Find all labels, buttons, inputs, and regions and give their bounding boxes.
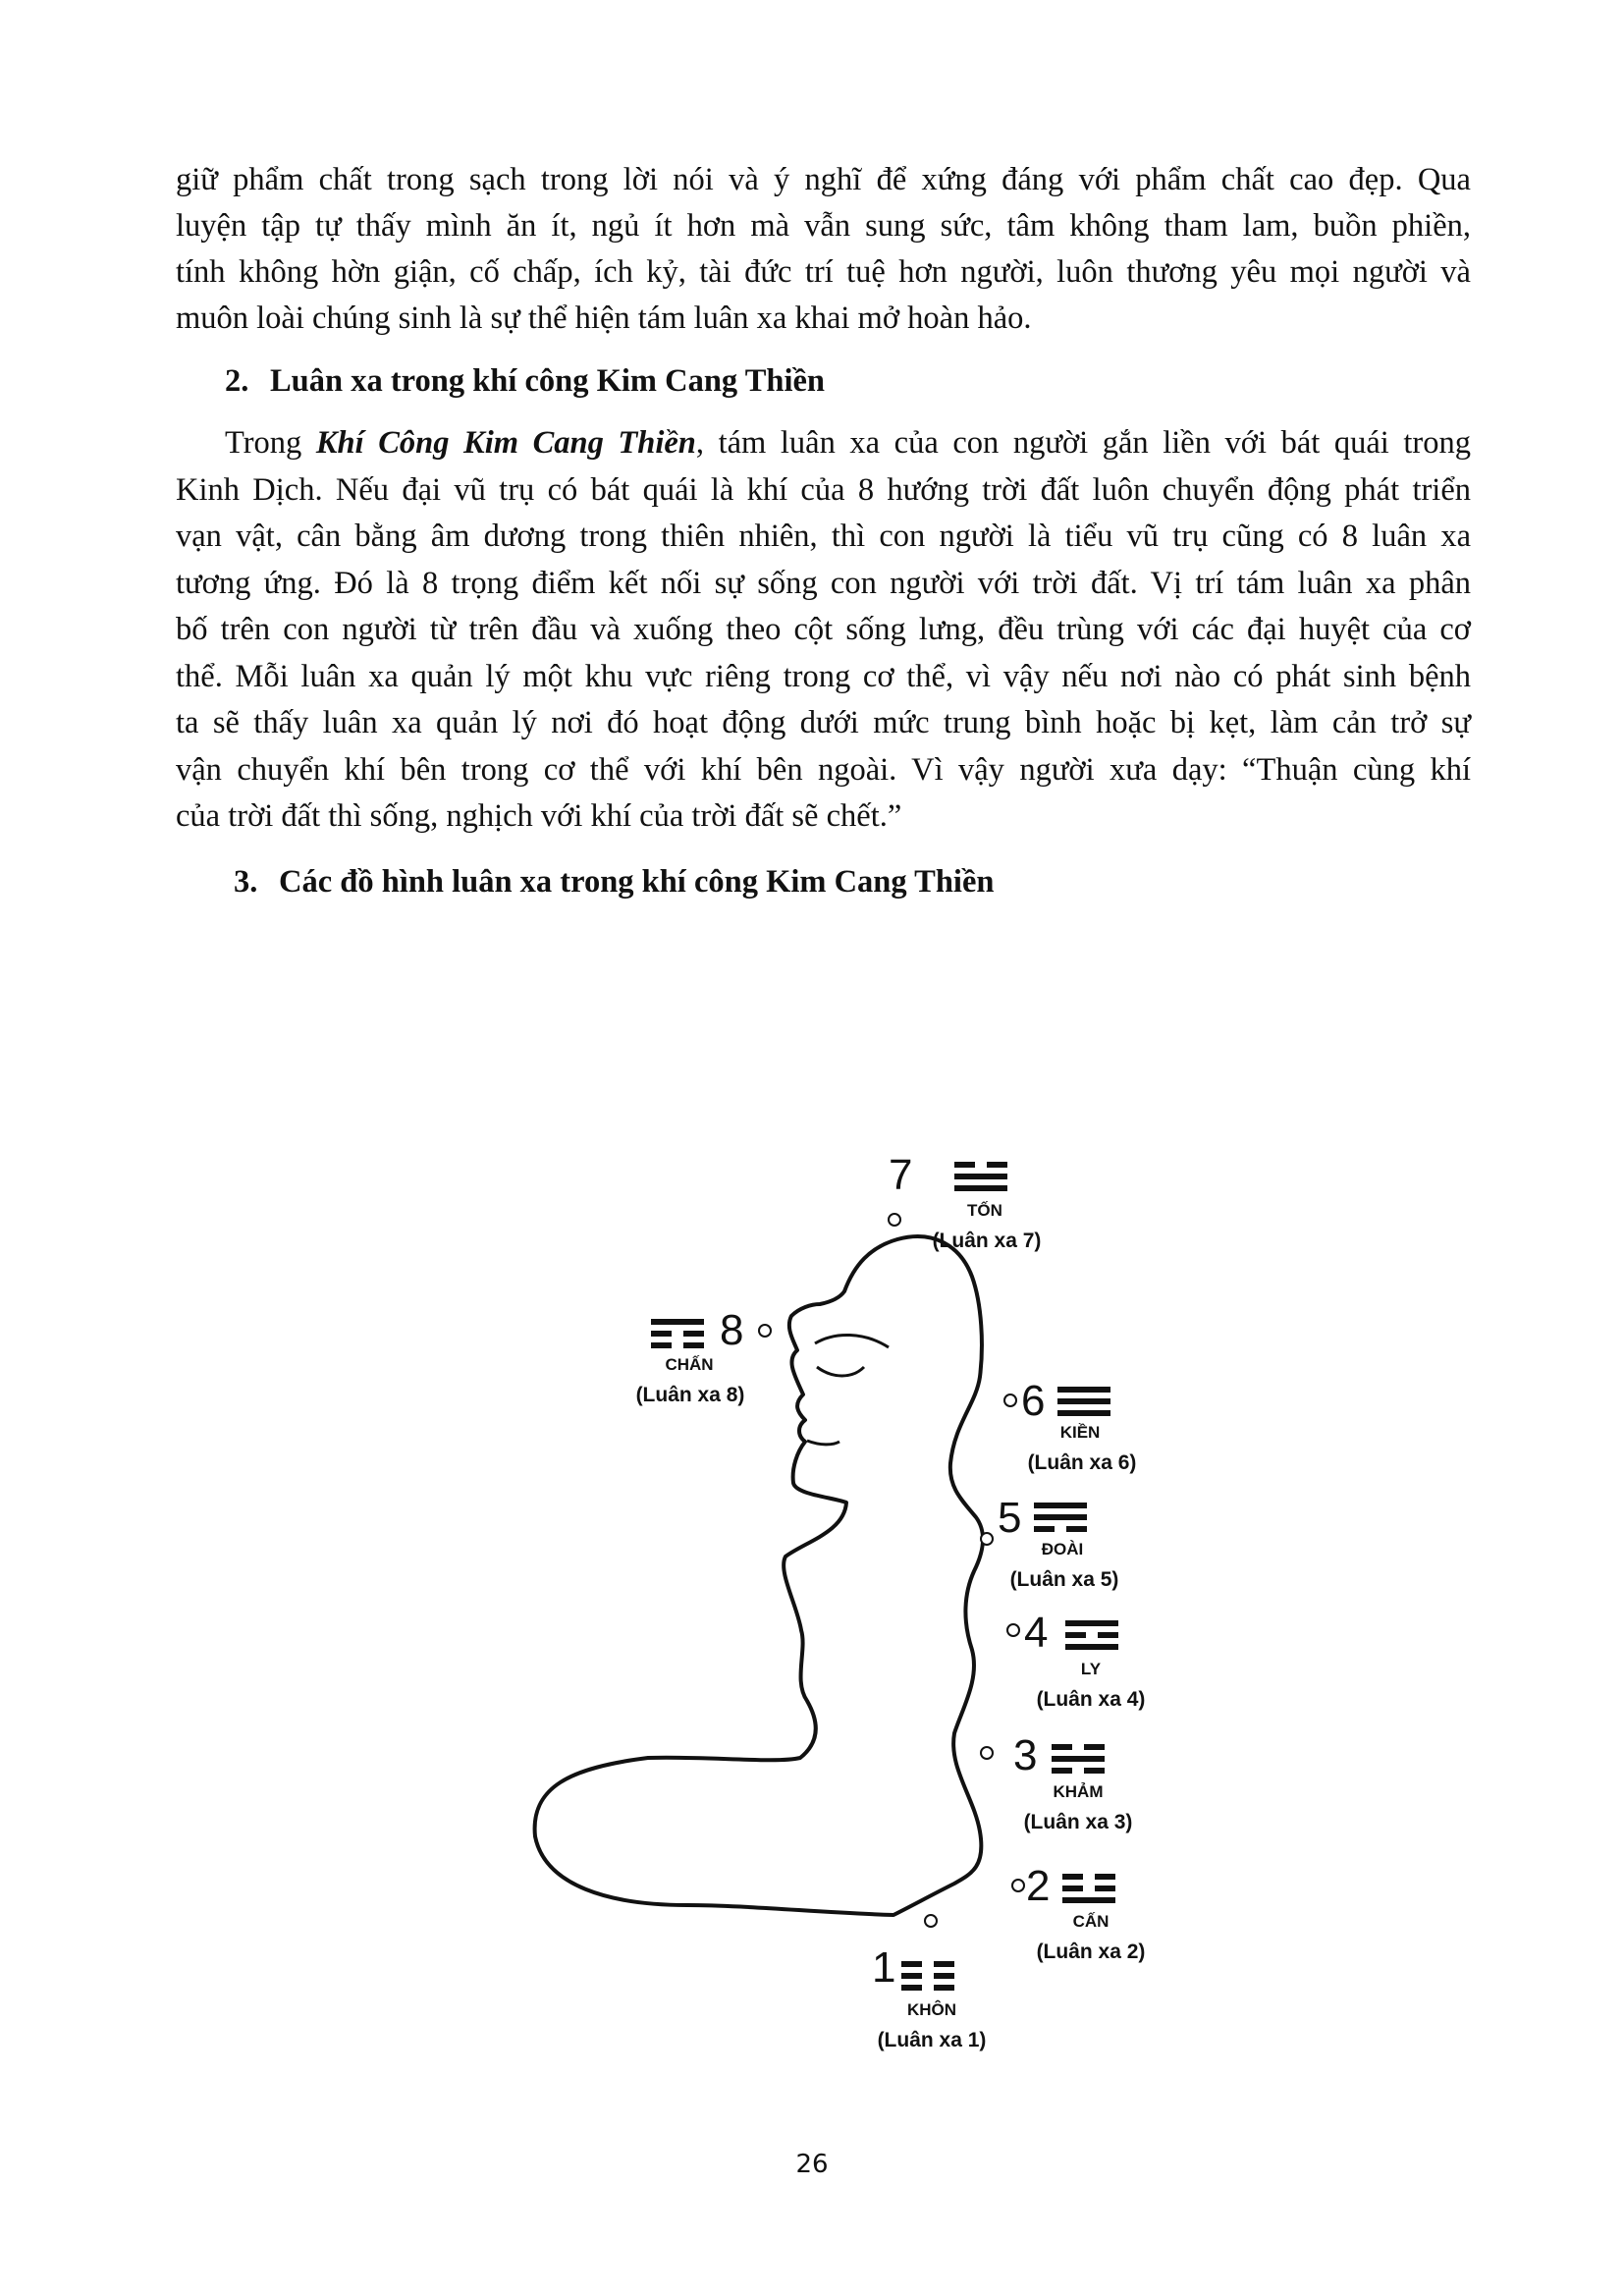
chakra-number: 1: [872, 1943, 896, 1992]
chakra-label: (Luân xa 3): [1023, 1811, 1133, 1833]
trigram-broken-line: [1052, 1768, 1072, 1774]
trigram-solid-line: [1065, 1620, 1118, 1626]
trigram-solid-line: [954, 1174, 1007, 1179]
trigram-broken-line: [1052, 1744, 1072, 1750]
chakra-label: (Luân xa 2): [1036, 1941, 1146, 1963]
trigram-solid-line: [954, 1185, 1007, 1191]
paragraph-line: của trời đất thì sống, nghịch với khí của trời đất sẽ chết.”: [176, 798, 902, 834]
chakra-group: [636, 1306, 771, 1406]
trigram-icon: [1062, 1874, 1115, 1903]
trigram-broken-line: [683, 1331, 704, 1337]
chakra-point: [1007, 1624, 1019, 1636]
trigram-broken-line: [1084, 1768, 1105, 1774]
trigram-name: LY: [1080, 1660, 1102, 1678]
paragraph-line: bố trên con người từ trên đầu và xuống theo cột sống lưng, đều trùng với các đại huyệt của cơ: [176, 612, 1471, 647]
trigram-name: CẤN: [1072, 1912, 1110, 1931]
paragraph-line: thể. Mỗi luân xa quản lý một khu vực riêng trong cơ thể, vì vậy nếu nơi nào có phát sinh bệnh: [176, 659, 1471, 694]
trigram-broken-line: [1034, 1526, 1055, 1532]
paragraph-line: luyện tập tự thấy mình ăn ít, ngủ ít hơn mà vẫn sung sức, tâm không tham lam, buồn phiền,: [176, 208, 1471, 244]
chakra-point: [1004, 1394, 1016, 1406]
trigram-icon: [1065, 1620, 1118, 1650]
paragraph-line: muôn loài chúng sinh là sự thể hiện tám luân xa khai mở hoàn hảo.: [176, 301, 1032, 336]
trigram-icon: [651, 1319, 704, 1348]
trigram-broken-line: [901, 1973, 922, 1979]
trigram-broken-line: [1062, 1874, 1083, 1880]
body-silhouette: [535, 1236, 983, 1915]
trigram-broken-line: [1095, 1874, 1115, 1880]
paragraph-line: Kinh Dịch. Nếu đại vũ trụ có bát quái là khí của 8 hướng trời đất luôn chuyển động phát triển: [176, 472, 1471, 508]
trigram-broken-line: [1084, 1744, 1105, 1750]
chakra-number: 8: [720, 1306, 744, 1354]
chakra-number: 2: [1026, 1862, 1051, 1910]
chakra-group: [1012, 1862, 1145, 1963]
trigram-name: TỐN: [967, 1201, 1002, 1220]
chakra-point: [981, 1747, 993, 1759]
paragraph-line: tương ứng. Đó là 8 trọng điểm kết nối sự sống con người với trời đất. Vị trí tám luân xa phân: [176, 566, 1471, 601]
trigram-solid-line: [1034, 1514, 1087, 1520]
trigram-name: ĐOÀI: [1041, 1540, 1084, 1558]
chakra-number: 3: [1013, 1731, 1038, 1779]
chakra-point: [925, 1915, 937, 1927]
emphasis-title: Khí Công Kim Cang Thiền: [315, 425, 696, 461]
heading-number: 3.: [234, 864, 258, 900]
trigram-icon: [954, 1162, 1007, 1191]
trigram-solid-line: [1057, 1398, 1110, 1404]
trigram-broken-line: [651, 1342, 672, 1348]
trigram-solid-line: [1052, 1756, 1105, 1762]
chakra-number: 4: [1024, 1609, 1049, 1657]
page-number: 26: [795, 2150, 829, 2179]
trigram-broken-line: [1066, 1526, 1087, 1532]
chakra-group: [981, 1731, 1132, 1833]
trigram-name: KHÔN: [906, 2000, 957, 2019]
trigram-broken-line: [683, 1342, 704, 1348]
closed-eye: [817, 1367, 864, 1376]
chakra-group: [1007, 1609, 1145, 1711]
trigram-solid-line: [1057, 1387, 1110, 1393]
trigram-broken-line: [1065, 1632, 1086, 1638]
trigram-broken-line: [934, 1973, 954, 1979]
trigram-broken-line: [651, 1331, 672, 1337]
chakra-group: [981, 1494, 1118, 1591]
trigram-name: KHẢM: [1053, 1782, 1104, 1801]
trigram-broken-line: [1095, 1886, 1115, 1891]
chakra-label: (Luân xa 8): [635, 1384, 745, 1406]
trigram-solid-line: [1057, 1410, 1110, 1416]
paragraph-line: vạn vật, cân bằng âm dương trong thiên nhiên, thì con người là tiểu vũ trụ cũng có 8 luân xa: [176, 519, 1471, 554]
heading-text: Luân xa trong khí công Kim Cang Thiền: [270, 363, 825, 399]
chakra-label: (Luân xa 4): [1036, 1688, 1146, 1711]
heading-text: Các đồ hình luân xa trong khí công Kim Cang Thiền: [279, 864, 995, 900]
chakra-label: (Luân xa 7): [932, 1230, 1042, 1252]
chakra-group: [872, 1915, 986, 2051]
trigram-solid-line: [1062, 1897, 1115, 1903]
heading-number: 2.: [225, 363, 249, 399]
chakra-number: 7: [889, 1151, 913, 1199]
paragraph-line: giữ phẩm chất trong sạch trong lời nói và ý nghĩ để xứng đáng với phẩm chất cao đẹp. Qua: [176, 162, 1471, 197]
trigram-broken-line: [934, 1985, 954, 1991]
chakra-point: [981, 1533, 993, 1545]
text-run: Trong: [225, 425, 316, 461]
trigram-solid-line: [1034, 1503, 1087, 1508]
chakra-label: (Luân xa 5): [1009, 1568, 1119, 1591]
trigram-solid-line: [651, 1319, 704, 1325]
trigram-solid-line: [1065, 1644, 1118, 1650]
trigram-icon: [1034, 1503, 1087, 1532]
chakra-label: (Luân xa 6): [1027, 1451, 1137, 1474]
trigram-broken-line: [1098, 1632, 1118, 1638]
trigram-icon: [901, 1961, 954, 1991]
trigram-broken-line: [901, 1985, 922, 1991]
chakra-label: (Luân xa 1): [877, 2029, 987, 2051]
trigram-broken-line: [1062, 1886, 1083, 1891]
trigram-broken-line: [954, 1162, 975, 1168]
chakra-number: 5: [998, 1494, 1022, 1542]
paragraph-line: ta sẽ thấy luân xa quản lý nơi đó hoạt động dưới mức trung bình hoặc bị kẹt, làm cản trở sự: [176, 705, 1471, 740]
chakra-point: [889, 1214, 900, 1226]
chakra-number: 6: [1021, 1377, 1046, 1425]
trigram-name: CHẤN: [665, 1355, 714, 1374]
lips: [807, 1441, 839, 1445]
trigram-icon: [1052, 1744, 1105, 1774]
trigram-icon: [1057, 1387, 1110, 1416]
trigram-broken-line: [987, 1162, 1007, 1168]
chakra-point: [759, 1325, 771, 1337]
trigram-name: KIỀN: [1059, 1423, 1101, 1442]
trigram-broken-line: [901, 1961, 922, 1967]
paragraph-line: tính không hờn giận, cố chấp, ích kỷ, tài đức trí tuệ hơn người, luôn thương yêu mọi người và: [176, 254, 1471, 290]
trigram-broken-line: [934, 1961, 954, 1967]
chakra-group: [1004, 1377, 1136, 1474]
text-run: , tám luân xa của con người gắn liền với bát quái trong: [695, 425, 1471, 461]
eyebrow: [815, 1335, 889, 1347]
chakra-point: [1012, 1880, 1024, 1891]
paragraph-line: vận chuyển khí bên trong cơ thể với khí bên ngoài. Vì vậy người xưa dạy: “Thuận cùng khí: [176, 752, 1471, 788]
